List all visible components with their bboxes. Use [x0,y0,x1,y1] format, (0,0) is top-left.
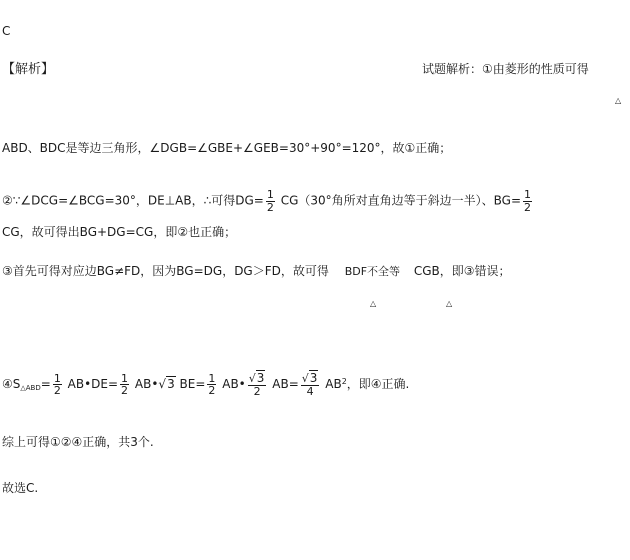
area-subscript: △ABD [20,384,41,393]
statement-2-part-b: CG（30°角所对直角边等于斜边一半）、BG= [280,193,522,208]
answer-letter: C [2,24,11,38]
be-term: BE= [179,377,206,392]
equals-sign: = [40,377,51,392]
statement-1: ABD、BDC是等边三角形，∠DGB=∠GBE+∠GEB=30°+90°=120°，故①正确； [2,141,452,155]
statement-2-part-a: ②∵∠DCG=∠BCG=30°，DE⊥AB，∴可得DG= [2,193,264,208]
fraction-one-half: $\frac{1}{2}$ [208,371,216,398]
fraction-one-half: $\frac{1}{2}$ [266,188,274,214]
summary-line: 综上可得①②④正确，共3个. [2,435,154,449]
area-label: ④S [2,377,21,392]
statement-3-part-a: ③首先可得对应边BG≠FD，因为BG=DG，DG＞FD，故可得 [2,264,329,278]
ab-de-term: AB•DE= [67,377,119,392]
ab-dot-term: AB• [134,377,159,392]
statement-2-continued: CG，故可得出BG+DG=CG，即②也正确； [2,225,237,239]
triangle-symbol: △ [370,299,377,308]
fraction-one-half: $\frac{1}{2}$ [524,188,532,214]
analysis-heading: 【解析】 [2,62,55,77]
fraction-one-half: $\frac{1}{2}$ [53,371,61,398]
statement-4-formula [2,372,409,397]
statement-4-end: ，即④正确. [346,377,410,392]
ab-squared: $AB^2$ [325,377,347,392]
fraction-sqrt3-over-2: $\frac{√3}{2}$ [248,371,265,398]
fraction-sqrt3-over-4: $\frac{√3}{4}$ [301,371,318,398]
ab-dot-term-2: AB• [222,377,246,392]
statement-2-line [2,189,534,213]
sqrt-three: √3 [158,377,175,392]
fraction-one-half: $\frac{1}{2}$ [121,371,129,398]
ab-equals-term: AB= [272,377,299,392]
statement-3-part-c: CGB，即③错误； [413,264,511,278]
statement-3 [2,265,511,277]
statement-3-part-b: BDF不全等 [344,265,401,278]
triangle-symbol: △ [446,299,453,308]
triangle-symbol: △ [615,96,622,105]
conclusion-line: 故选C. [2,481,39,495]
analysis-intro: 试题解析：①由菱形的性质可得 [422,62,589,76]
